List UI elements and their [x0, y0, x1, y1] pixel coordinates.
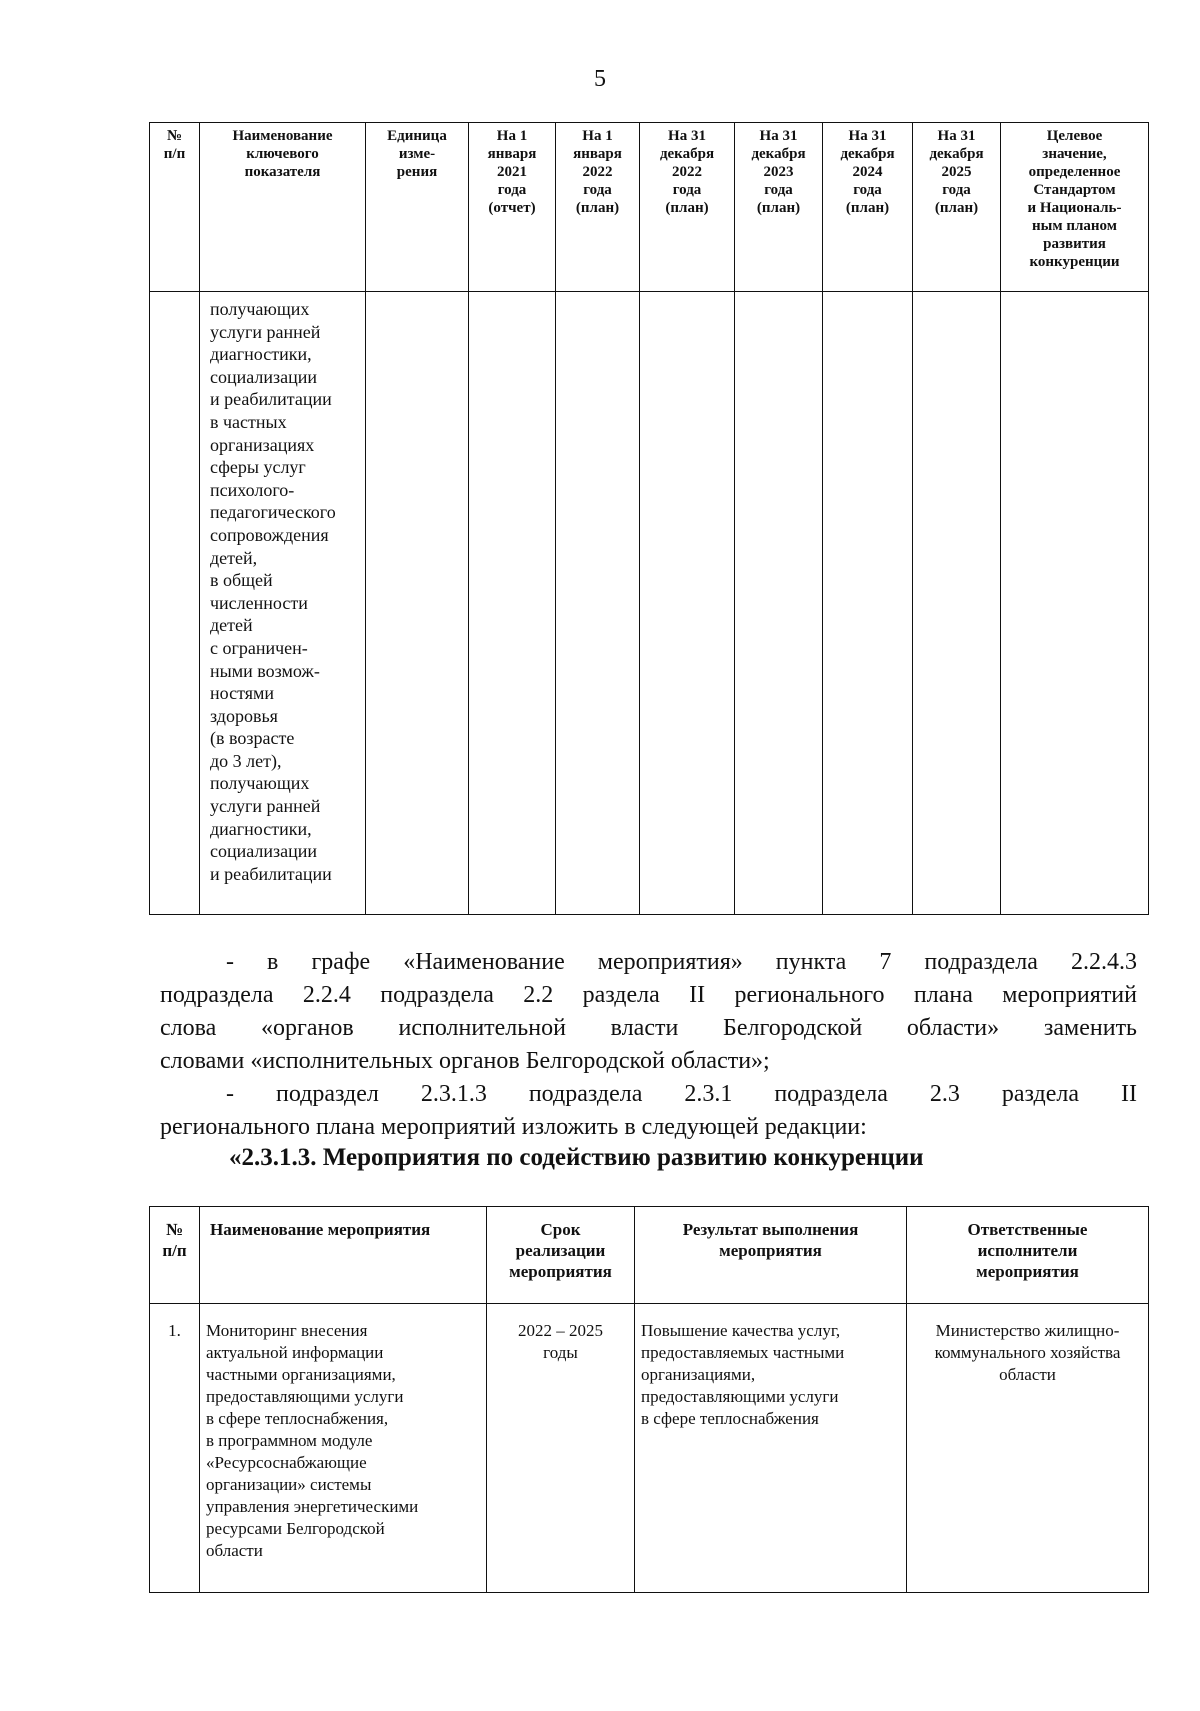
cell-number — [150, 292, 200, 915]
header-unit — [366, 123, 469, 292]
text-line: организациями, — [641, 1365, 756, 1384]
text-line: ными возмож- — [210, 660, 320, 681]
text-line: № — [166, 128, 183, 144]
header-responsible — [907, 1207, 1149, 1304]
text-line: года — [764, 182, 793, 198]
header-dec-2025 — [913, 123, 1001, 292]
text-line: (отчет) — [488, 200, 536, 216]
text-line: Срок — [540, 1220, 581, 1239]
header-indicator-name — [200, 123, 366, 292]
text-line: социализации — [210, 366, 318, 387]
cell-indicator-name — [200, 292, 366, 915]
header-term — [487, 1207, 635, 1304]
text-line: социализации — [210, 841, 318, 862]
text-line: На 31 — [668, 128, 706, 144]
key-indicators-table — [149, 122, 1149, 915]
text-line: здоровья — [210, 705, 278, 726]
cell-dec-2024 — [823, 292, 913, 915]
table-row — [150, 292, 1149, 915]
text-line: изме- — [398, 146, 436, 162]
text-line: 2022 — [582, 164, 613, 180]
cell-dec-2025 — [913, 292, 1001, 915]
header-result — [635, 1207, 907, 1304]
text-line: На 31 — [848, 128, 887, 144]
paragraph-line: слова «органов исполнительной власти Белгородской области» заменить — [160, 1015, 1137, 1041]
text-line: Наименование мероприятия — [210, 1220, 431, 1239]
text-line: психолого- — [210, 479, 295, 500]
text-line: предоставляющими услуги — [206, 1387, 404, 1406]
text-line: до 3 лет), — [210, 750, 282, 771]
text-line: На 31 — [937, 128, 976, 144]
text-line: значение, — [1042, 146, 1107, 162]
header-jan-2022 — [556, 123, 640, 292]
header-jan-2021 — [469, 123, 556, 292]
text-line: На 1 — [582, 128, 613, 144]
text-line: в программном модуле — [206, 1431, 373, 1450]
text-line: Повышение качества услуг, — [641, 1321, 841, 1340]
text-line: мероприятия — [719, 1241, 822, 1260]
text-line: коммунального хозяйства — [934, 1343, 1121, 1362]
text-line: диагностики, — [210, 344, 312, 365]
text-line: численности — [210, 592, 308, 613]
text-line: рения — [396, 164, 438, 180]
text-line: в частных — [210, 411, 287, 432]
text-line: декабря — [659, 146, 715, 162]
text-line: получающих — [210, 773, 310, 794]
measures-table — [149, 1206, 1149, 1593]
table-header-row — [150, 1207, 1149, 1304]
text-line: января — [573, 146, 622, 162]
table-header-row — [150, 123, 1149, 292]
cell-dec-2023 — [735, 292, 823, 915]
text-line: (план) — [845, 200, 890, 216]
text-line: в общей — [210, 570, 273, 591]
text-line: частными организациями, — [206, 1365, 396, 1384]
section-heading: «2.3.1.3. Мероприятия по содействию развитию конкуренции — [229, 1144, 924, 1171]
paragraph-line: словами «исполнительных органов Белгородской области»; — [160, 1048, 770, 1074]
text-line: организации» системы — [206, 1475, 372, 1494]
text-line: года — [583, 182, 612, 198]
text-line: и реабилитации — [210, 389, 332, 410]
text-line: реализации — [515, 1241, 606, 1260]
text-line: На 31 — [759, 128, 798, 144]
text-line: и Националь- — [1027, 200, 1122, 216]
text-line: конкуренции — [1029, 254, 1120, 270]
header-number — [150, 123, 200, 292]
text-line: управления энергетическими — [206, 1497, 419, 1516]
text-line: (в возрасте — [210, 728, 295, 749]
text-line: области — [999, 1365, 1056, 1384]
table-row — [150, 1304, 1149, 1593]
cell-measure-name — [200, 1304, 487, 1593]
text-line: января — [487, 146, 537, 162]
text-line: 2024 — [852, 164, 883, 180]
text-line: ключевого — [246, 146, 319, 162]
header-dec-2024 — [823, 123, 913, 292]
text-line: и реабилитации — [210, 863, 332, 884]
amendment-paragraph-1 — [160, 946, 1137, 1078]
text-line: п/п — [163, 146, 186, 162]
text-line: года — [853, 182, 882, 198]
text-line: декабря — [840, 146, 895, 162]
cell-term — [487, 1304, 635, 1593]
text-line: детей, — [210, 547, 258, 568]
text-line: в сфере теплоснабжения — [641, 1409, 819, 1428]
text-line: п/п — [162, 1241, 187, 1260]
text-line: годы — [543, 1343, 578, 1362]
text-line: (план) — [575, 200, 620, 216]
text-line: ресурсами Белгородской — [206, 1519, 385, 1538]
text-line: декабря — [751, 146, 806, 162]
text-line: Результат выполнения — [682, 1220, 859, 1239]
text-line: организациях — [210, 434, 315, 455]
cell-target-value — [1001, 292, 1149, 915]
text-line: в сфере теплоснабжения, — [206, 1409, 389, 1428]
text-line: актуальной информации — [206, 1343, 384, 1362]
text-line: развития — [1043, 236, 1106, 252]
text-line: года — [672, 182, 702, 198]
text-line: Наименование — [232, 128, 333, 144]
cell-unit — [366, 292, 469, 915]
text-line: 2022 – 2025 — [518, 1321, 603, 1340]
text-line: 2025 — [941, 164, 972, 180]
text-line: Целевое — [1046, 128, 1103, 144]
text-line: предоставляемых частными — [641, 1343, 845, 1362]
text-line: ностями — [210, 683, 275, 704]
header-dec-2022 — [640, 123, 735, 292]
cell-responsible — [907, 1304, 1149, 1593]
cell-dec-2022 — [640, 292, 735, 915]
text-line: мероприятия — [976, 1262, 1079, 1281]
text-line: 2021 — [497, 164, 527, 180]
text-line: предоставляющими услуги — [641, 1387, 839, 1406]
text-line: услуги ранней — [210, 321, 321, 342]
text-line: года — [942, 182, 971, 198]
amendment-paragraph-2 — [160, 1078, 1137, 1144]
text-line: Мониторинг внесения — [206, 1321, 368, 1340]
text-line: услуги ранней — [210, 796, 321, 817]
paragraph-line: подраздела 2.2.4 подраздела 2.2 раздела II регионального плана мероприятий — [160, 982, 1137, 1008]
header-target-value — [1001, 123, 1149, 292]
page-number: 5 — [594, 66, 606, 92]
text-line: № — [165, 1220, 184, 1239]
text-line: определенное — [1028, 164, 1121, 180]
text-line: Единица — [387, 128, 447, 144]
text-line: Министерство жилищно- — [935, 1321, 1120, 1340]
text-line: (план) — [665, 200, 709, 216]
text-line: ным планом — [1032, 218, 1117, 234]
text-line: 2022 — [672, 164, 702, 180]
text-line: На 1 — [496, 128, 528, 144]
cell-jan-2022 — [556, 292, 640, 915]
text-line: декабря — [929, 146, 984, 162]
text-line: педагогического — [210, 502, 336, 523]
text-line: Стандартом — [1033, 182, 1116, 198]
text-line: сферы услуг — [210, 457, 306, 478]
cell-result — [635, 1304, 907, 1593]
text-line: 2023 — [763, 164, 794, 180]
text-line: (план) — [756, 200, 801, 216]
cell-jan-2021 — [469, 292, 556, 915]
text-line: диагностики, — [210, 818, 312, 839]
text-line: сопровождения — [210, 524, 329, 545]
paragraph-line: - в графе «Наименование мероприятия» пункта 7 подраздела 2.2.4.3 — [226, 949, 1137, 975]
text-line: показателя — [244, 164, 321, 180]
text-line: «Ресурсоснабжающие — [206, 1453, 367, 1472]
text-line: мероприятия — [509, 1262, 612, 1281]
text-line: получающих — [210, 299, 310, 319]
header-dec-2023 — [735, 123, 823, 292]
cell-number: 1. — [150, 1304, 200, 1593]
text-line: Ответственные — [967, 1220, 1088, 1239]
text-line: с ограничен- — [210, 637, 308, 658]
text-line: года — [497, 182, 527, 198]
paragraph-line: регионального плана мероприятий изложить в следующей редакции: — [160, 1114, 867, 1140]
header-measure-name — [200, 1207, 487, 1304]
paragraph-line: - подраздел 2.3.1.3 подраздела 2.3.1 подраздела 2.3 раздела II — [226, 1081, 1137, 1107]
text-line: (план) — [934, 200, 979, 216]
text-line: исполнители — [977, 1241, 1078, 1260]
text-line: области — [206, 1541, 263, 1560]
text-line: детей — [210, 615, 253, 636]
header-number — [150, 1207, 200, 1304]
